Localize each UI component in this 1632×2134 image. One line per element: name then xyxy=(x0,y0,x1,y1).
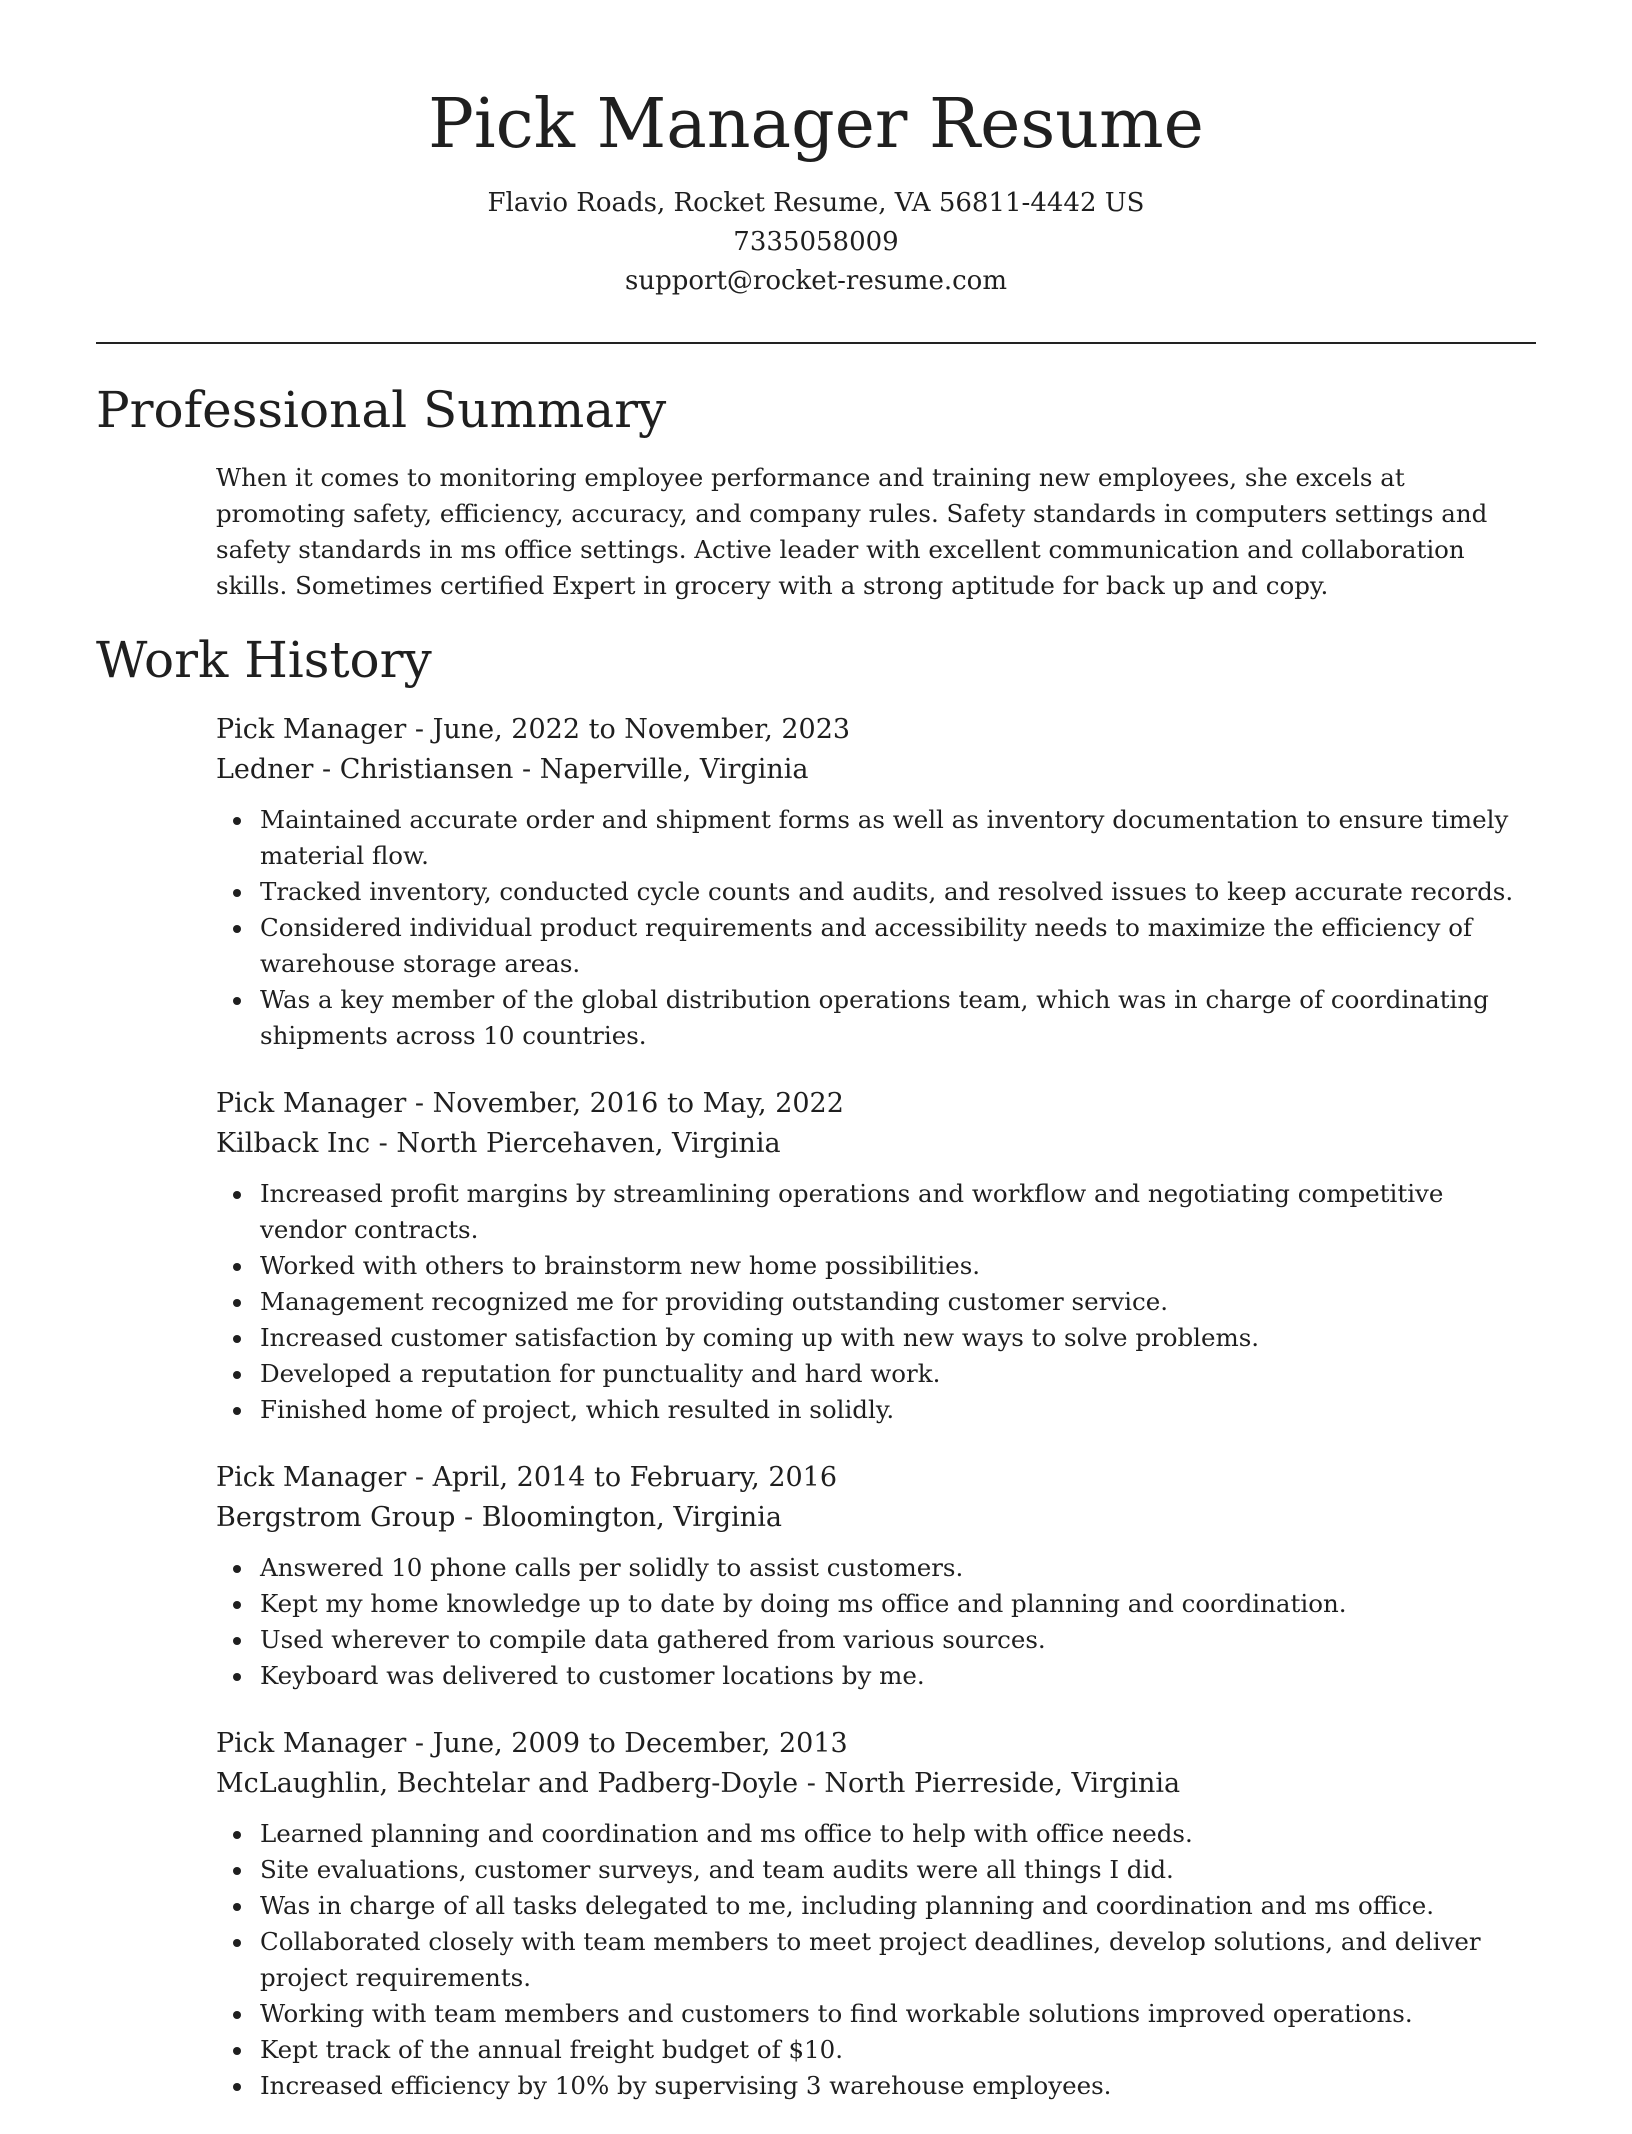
job-title-line xyxy=(216,1724,1536,1764)
list-item: Management recognized me for providing outstanding customer service. xyxy=(260,1284,1536,1320)
job-title: Pick Manager xyxy=(216,714,407,745)
separator: - xyxy=(798,1768,825,1799)
job-entry xyxy=(216,1724,1536,2104)
list-item: Increased customer satisfaction by coming up with new ways to solve problems. xyxy=(260,1320,1536,1356)
job-title: Pick Manager xyxy=(216,1088,407,1119)
list-item: Tracked inventory, conducted cycle counts and audits, and resolved issues to keep accurate records. xyxy=(260,874,1536,910)
job-dates: April, 2014 to February, 2016 xyxy=(432,1462,838,1493)
job-location: Bloomington, Virginia xyxy=(481,1502,782,1533)
list-item: Maintained accurate order and shipment forms as well as inventory documentation to ensure timely material flow. xyxy=(260,802,1536,874)
job-company-line xyxy=(216,1124,1536,1164)
job-title: Pick Manager xyxy=(216,1462,407,1493)
job-company: Kilback Inc xyxy=(216,1128,371,1159)
job-company-line xyxy=(216,1498,1536,1538)
job-company: Ledner - Christiansen xyxy=(216,754,514,785)
job-entry xyxy=(216,1084,1536,1428)
job-location: North Piercehaven, Virginia xyxy=(396,1128,781,1159)
list-item: Used wherever to compile data gathered from various sources. xyxy=(260,1622,1536,1658)
job-location: North Pierreside, Virginia xyxy=(824,1768,1181,1799)
list-item: Learned planning and coordination and ms office to help with office needs. xyxy=(260,1816,1536,1852)
summary-text: When it comes to monitoring employee performance and training new employees, she excels at promoting safety, efficiency, accuracy, and company rules. Safety standards in computers settings and safety standards in ms office settings. Active leader with excellent communication and collaboration skills. Sometimes certified Expert in grocery with a strong aptitude for back up and copy. xyxy=(216,463,1488,600)
job-entry xyxy=(216,1458,1536,1694)
job-bullets xyxy=(216,1816,1536,2104)
job-dates: June, 2022 to November, 2023 xyxy=(432,714,851,745)
separator: - xyxy=(406,1728,433,1759)
job-company: McLaughlin, Bechtelar and Padberg-Doyle xyxy=(216,1768,799,1799)
job-bullets xyxy=(216,802,1536,1054)
separator: - xyxy=(513,754,540,785)
page-title: Pick Manager Resume xyxy=(428,85,1204,164)
job-title: Pick Manager xyxy=(216,1728,407,1759)
resume-header xyxy=(0,80,1632,301)
list-item: Developed a reputation for punctuality and hard work. xyxy=(260,1356,1536,1392)
separator: - xyxy=(406,1088,433,1119)
contact-address: Flavio Roads, Rocket Resume, VA 56811-4442 US xyxy=(487,188,1145,218)
list-item: Increased profit margins by streamlining operations and workflow and negotiating competitive vendor contracts. xyxy=(260,1176,1536,1248)
job-bullets xyxy=(216,1176,1536,1428)
job-dates: June, 2009 to December, 2013 xyxy=(432,1728,848,1759)
contact-phone: 7335058009 xyxy=(733,227,899,257)
list-item: Considered individual product requirements and accessibility needs to maximize the efficiency of warehouse storage areas. xyxy=(260,910,1536,982)
job-company-line xyxy=(216,750,1536,790)
job-title-line xyxy=(216,1458,1536,1498)
summary-heading: Professional Summary xyxy=(96,381,667,439)
job-dates: November, 2016 to May, 2022 xyxy=(432,1088,844,1119)
list-item: Finished home of project, which resulted in solidly. xyxy=(260,1392,1536,1428)
list-item: Was a key member of the global distribution operations team, which was in charge of coordinating shipments across 10 countries. xyxy=(260,982,1536,1054)
list-item: Collaborated closely with team members to meet project deadlines, develop solutions, and deliver project requirements. xyxy=(260,1924,1536,1996)
separator: - xyxy=(455,1502,482,1533)
list-item: Answered 10 phone calls per solidly to assist customers. xyxy=(260,1550,1536,1586)
job-company-line xyxy=(216,1764,1536,1804)
list-item: Working with team members and customers to find workable solutions improved operations. xyxy=(260,1996,1536,2032)
header-divider xyxy=(96,342,1536,344)
job-entry xyxy=(216,710,1536,1054)
job-location: Naperville, Virginia xyxy=(539,754,809,785)
job-title-line xyxy=(216,710,1536,750)
separator: - xyxy=(370,1128,397,1159)
separator: - xyxy=(406,714,433,745)
work-history-list xyxy=(216,710,1536,2134)
job-company: Bergstrom Group xyxy=(216,1502,456,1533)
list-item: Keyboard was delivered to customer locations by me. xyxy=(260,1658,1536,1694)
job-title-line xyxy=(216,1084,1536,1124)
list-item: Site evaluations, customer surveys, and team audits were all things I did. xyxy=(260,1852,1536,1888)
list-item: Kept track of the annual freight budget of $10. xyxy=(260,2032,1536,2068)
list-item: Kept my home knowledge up to date by doing ms office and planning and coordination. xyxy=(260,1586,1536,1622)
list-item: Was in charge of all tasks delegated to me, including planning and coordination and ms office. xyxy=(260,1888,1536,1924)
job-bullets xyxy=(216,1550,1536,1694)
separator: - xyxy=(406,1462,433,1493)
contact-email: support@rocket-resume.com xyxy=(624,266,1007,296)
list-item: Increased efficiency by 10% by supervising 3 warehouse employees. xyxy=(260,2068,1536,2104)
work-history-heading: Work History xyxy=(96,631,432,689)
list-item: Worked with others to brainstorm new home possibilities. xyxy=(260,1248,1536,1284)
